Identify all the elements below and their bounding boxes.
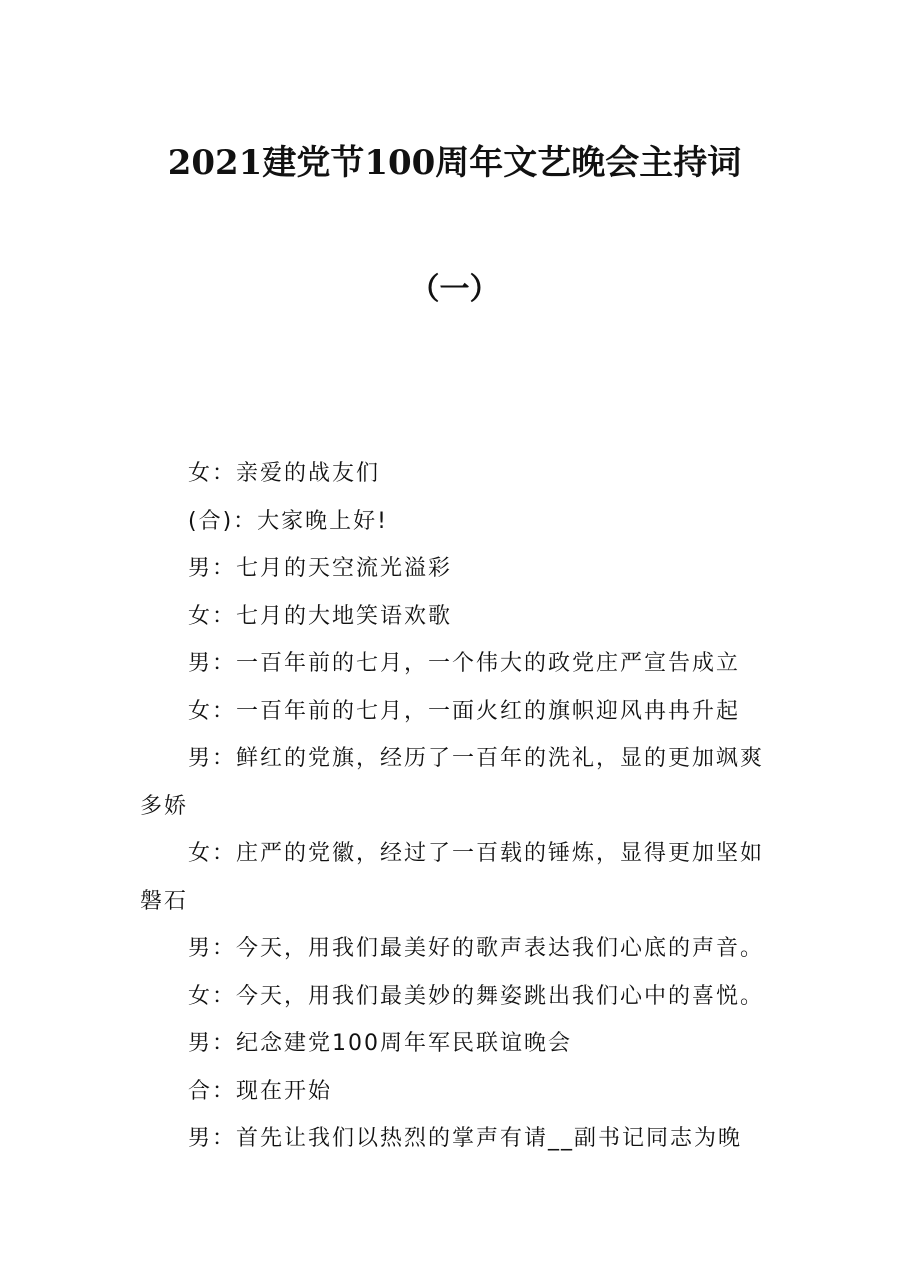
paragraph: 女：一百年前的七月，一面火红的旗帜迎风冉冉升起: [188, 698, 741, 724]
paragraph: 男：纪念建党100周年军民联谊晚会: [188, 1031, 572, 1056]
paragraph: 男：鲜红的党旗，经历了一百年的洗礼，显的更加飒爽多娇: [140, 746, 765, 819]
paragraph: 男：今天，用我们最美好的歌声表达我们心底的声音。: [188, 936, 765, 961]
paragraph: 女：七月的大地笑语欢歌: [188, 603, 453, 629]
paragraph: 男：七月的天空流光溢彩: [188, 556, 453, 581]
paragraph: 女：亲爱的战友们: [188, 461, 381, 486]
section-heading: （一）: [409, 272, 500, 307]
paragraph: 男：首先让我们以热烈的掌声有请__副书记同志为晚: [188, 1126, 743, 1151]
paragraph: (合)：大家晚上好!: [188, 508, 388, 534]
document-title: 2021建党节100周年文艺晚会主持词: [167, 143, 742, 183]
paragraph: 女：今天，用我们最美妙的舞姿跳出我们心中的喜悦。: [188, 983, 765, 1009]
paragraph: 合：现在开始: [188, 1078, 333, 1104]
paragraph: 女：庄严的党徽，经过了一百载的锤炼，显得更加坚如磐石: [140, 841, 765, 914]
document-body: [140, 450, 780, 1163]
paragraph: 男：一百年前的七月，一个伟大的政党庄严宣告成立: [188, 651, 741, 676]
